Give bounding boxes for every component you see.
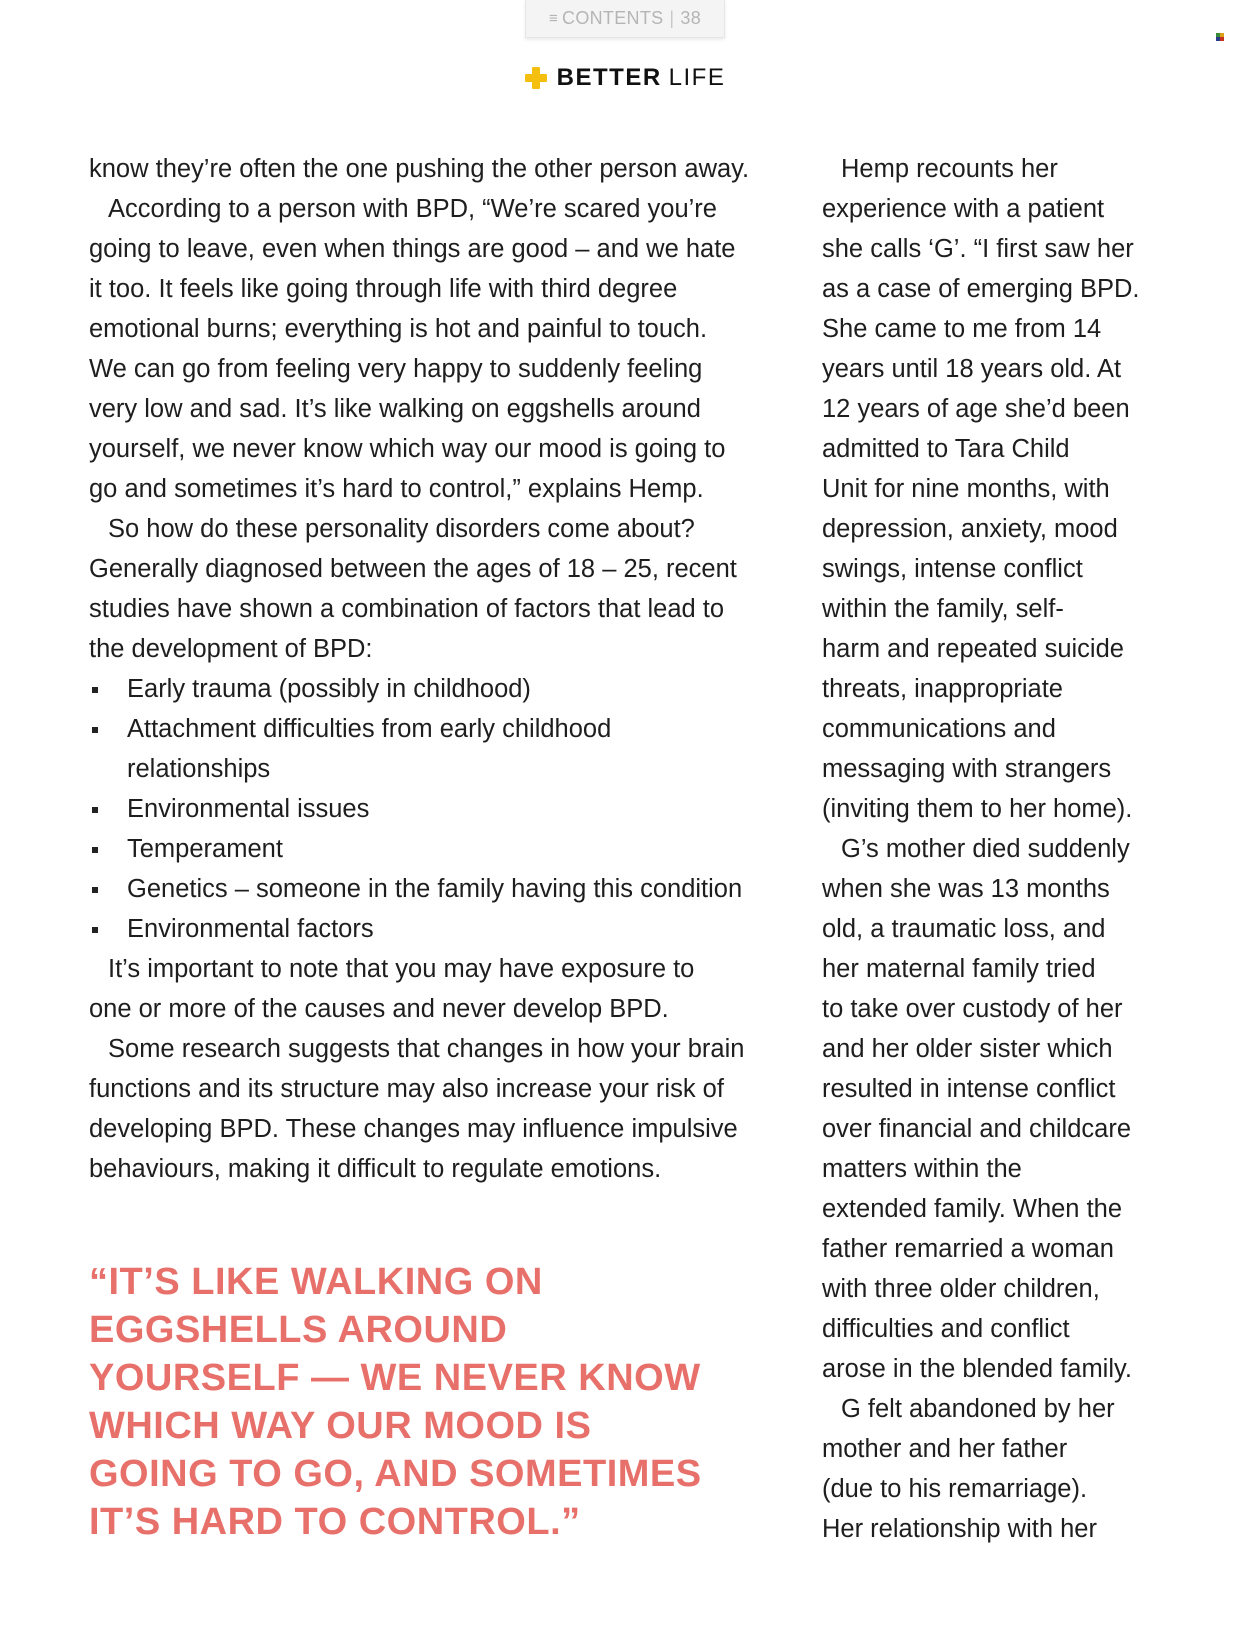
plus-icon [525,67,547,89]
text-line: depression, anxiety, mood [822,515,1118,543]
bullet-icon [92,727,98,733]
text-line: go and sometimes it’s hard to control,” explains Hemp. [89,475,704,503]
text-line: behaviours, making it difficult to regulate emotions. [89,1155,662,1183]
text-line: developing BPD. These changes may influence impulsive [89,1115,738,1143]
divider: | [669,8,675,28]
bullet-text: Temperament [127,835,283,863]
pull-quote-line: YOURSELF — WE NEVER KNOW [89,1357,701,1399]
text-line: old, a traumatic loss, and [822,915,1106,943]
text-line: she calls ‘G’. “I first saw her [822,235,1134,263]
text-line: Generally diagnosed between the ages of 18 – 25, recent [89,555,737,583]
bullet-text: Attachment difficulties from early childhood [127,715,612,743]
text-line: She came to me from 14 [822,315,1102,343]
bullet-item [89,709,801,749]
section-title-light: LIFE [668,64,726,91]
text-line: very low and sad. It’s like walking on eggshells around [89,395,701,423]
bullet-text: Genetics – someone in the family having this condition [127,875,743,903]
text-line: years until 18 years old. At [822,355,1122,383]
bullet-text: Early trauma (possibly in childhood) [127,675,531,703]
text-line: We can go from feeling very happy to suddenly feeling [89,355,703,383]
text-line: 12 years of age she’d been [822,395,1130,423]
text-line: to take over custody of her [822,995,1123,1023]
bullet-item [89,789,801,829]
bullet-text: Environmental factors [127,915,374,943]
text-line: experience with a patient [822,195,1105,223]
text-line: (inviting them to her home). [822,795,1133,823]
text-line: threats, inappropriate [822,675,1063,703]
bullet-icon [92,927,98,933]
section-title-bold: BETTER [556,64,662,91]
text-line: father remarried a woman [822,1235,1114,1263]
text-line: resulted in intense conflict [822,1075,1116,1103]
left-column [89,149,801,1189]
pull-quote [89,1258,789,1546]
text-line: with three older children, [822,1275,1100,1303]
text-line: messaging with strangers [822,755,1112,783]
text-line: Unit for nine months, with [822,475,1110,503]
right-column [822,149,1172,1549]
text-line: Some research suggests that changes in how your brain [108,1035,745,1063]
bullet-icon [92,807,98,813]
text-line: yourself, we never know which way our mood is going to [89,435,726,463]
contents-nav-tab[interactable] [525,0,725,38]
text-line: one or more of the causes and never develop BPD. [89,995,669,1023]
text-line: functions and its structure may also increase your risk of [89,1075,724,1103]
bullet-icon [92,847,98,853]
pull-quote-line: “IT’S LIKE WALKING ON [89,1261,543,1303]
pull-quote-line: GOING TO GO, AND SOMETIMES [89,1453,702,1495]
bullet-item [89,669,801,709]
text-line: and her older sister which [822,1035,1113,1063]
text-line: emotional burns; everything is hot and painful to touch. [89,315,708,343]
text-line: arose in the blended family. [822,1355,1132,1383]
text-line: It’s important to note that you may have exposure to [108,955,695,983]
text-line: harm and repeated suicide [822,635,1124,663]
text-line: her maternal family tried [822,955,1096,983]
text-line: Hemp recounts her [841,155,1058,183]
text-line: admitted to Tara Child [822,435,1070,463]
contents-label: CONTENTS [562,8,664,28]
text-line: studies have shown a combination of factors that lead to [89,595,725,623]
text-line: mother and her father [822,1435,1068,1463]
text-line: it too. It feels like going through life with third degree [89,275,678,303]
bullet-item [89,829,801,869]
text-line: (due to his remarriage). [822,1475,1088,1503]
pull-quote-line: WHICH WAY OUR MOOD IS [89,1405,592,1447]
text-line: within the family, self- [822,595,1064,623]
bullet-item [89,909,801,949]
corner-mark-icon [1216,33,1224,41]
text-line: G felt abandoned by her [841,1395,1115,1423]
text-line: G’s mother died suddenly [841,835,1130,863]
text-line: the development of BPD: [89,635,373,663]
text-line: extended family. When the [822,1195,1123,1223]
text-line: difficulties and conflict [822,1315,1070,1343]
bullet-text: Environmental issues [127,795,370,823]
text-line: swings, intense conflict [822,555,1083,583]
bullet-item [89,869,801,909]
text-line: Her relationship with her [822,1515,1097,1543]
text-line: matters within the [822,1155,1022,1183]
pull-quote-line: EGGSHELLS AROUND [89,1309,508,1351]
text-line: when she was 13 months [822,875,1110,903]
section-header [0,64,1250,92]
page-number: 38 [680,8,702,28]
text-line: over financial and childcare [822,1115,1132,1143]
text-line: know they’re often the one pushing the other person away. [89,155,750,183]
text-line: as a case of emerging BPD. [822,275,1140,303]
text-line: going to leave, even when things are good – and we hate [89,235,736,263]
text-line: So how do these personality disorders come about? [108,515,695,543]
text-line: communications and [822,715,1056,743]
text-line: According to a person with BPD, “We’re scared you’re [108,195,717,223]
menu-icon: ≡ [548,10,559,27]
pull-quote-line: IT’S HARD TO CONTROL.” [89,1501,581,1543]
bullet-icon [92,687,98,693]
bullet-icon [92,887,98,893]
bullet-text-continued: relationships [127,755,271,783]
